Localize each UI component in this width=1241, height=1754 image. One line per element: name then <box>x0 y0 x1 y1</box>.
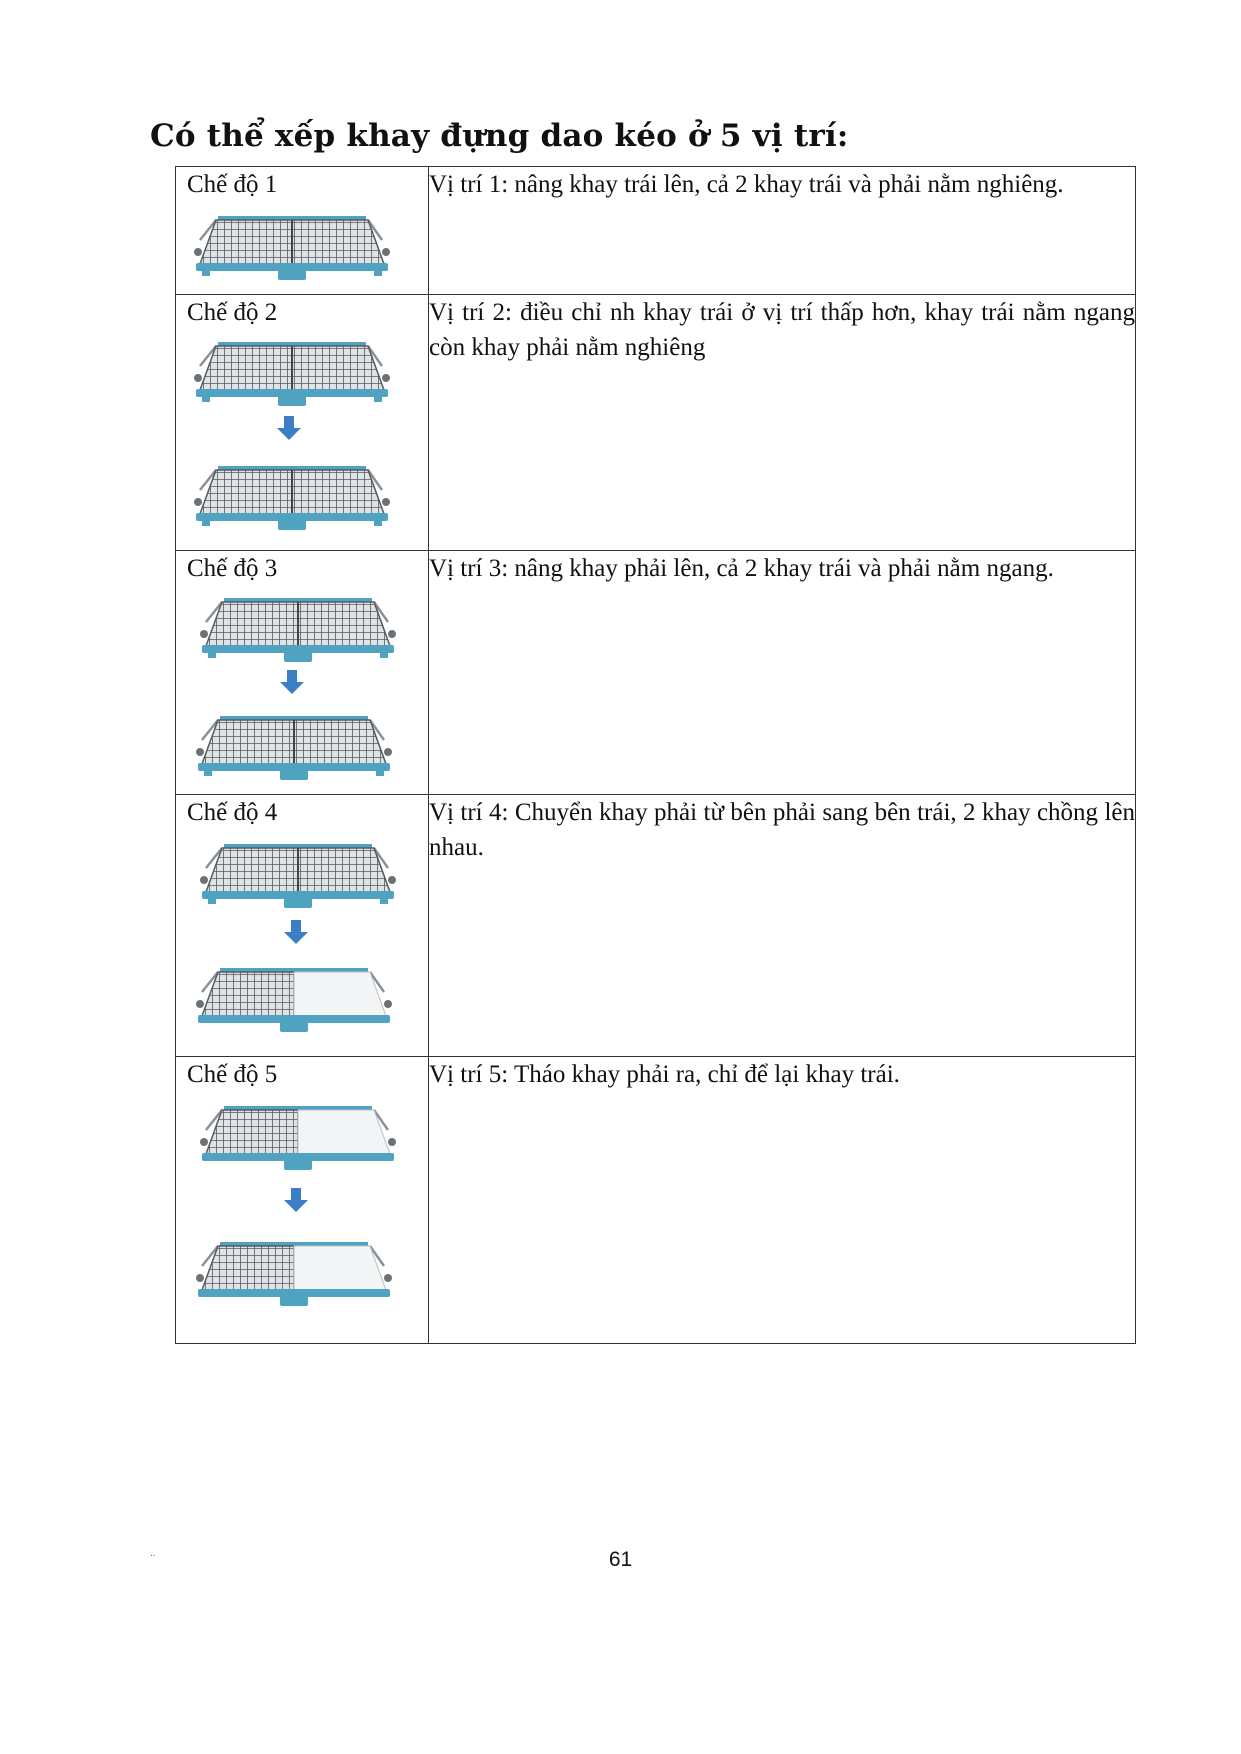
page-heading: Có thể xếp khay đựng dao kéo ở 5 vị trí: <box>150 118 849 154</box>
mode-description: Vị trí 2: điều chỉ nh khay trái ở vị trí thấp hơn, khay trái nằm ngang còn khay phải nằm nghiêng <box>429 295 1136 551</box>
footer-marker: .. <box>150 1548 156 1559</box>
mode-cell <box>176 295 429 551</box>
table-row <box>176 167 1136 295</box>
mode-description: Vị trí 1: nâng khay trái lên, cả 2 khay trái và phải nằm nghiêng. <box>429 167 1136 295</box>
mode-cell <box>176 1057 429 1344</box>
mode-cell <box>176 795 429 1057</box>
rack-illustration-3 <box>176 584 426 794</box>
mode-label: Chế độ 5 <box>187 1061 278 1088</box>
mode-description: Vị trí 5: Tháo khay phải ra, chỉ để lại khay trái. <box>429 1057 1136 1344</box>
table-row <box>176 551 1136 795</box>
table-row <box>176 795 1136 1057</box>
rack-illustration-1 <box>176 200 426 290</box>
mode-cell <box>176 167 429 295</box>
page-number: 61 <box>608 1548 633 1571</box>
table-row <box>176 295 1136 551</box>
mode-label: Chế độ 4 <box>187 799 278 826</box>
mode-table <box>175 166 1136 1344</box>
mode-label: Chế độ 1 <box>187 171 278 198</box>
rack-illustration-2 <box>176 328 426 550</box>
mode-label: Chế độ 3 <box>187 555 278 582</box>
rack-illustration-5 <box>176 1090 426 1342</box>
mode-label: Chế độ 2 <box>187 299 278 326</box>
mode-cell <box>176 551 429 795</box>
rack-illustration-4 <box>176 828 426 1056</box>
mode-description: Vị trí 3: nâng khay phải lên, cả 2 khay trái và phải nằm ngang. <box>429 551 1136 795</box>
table-row <box>176 1057 1136 1344</box>
mode-description: Vị trí 4: Chuyển khay phải từ bên phải sang bên trái, 2 khay chồng lên nhau. <box>429 795 1136 1057</box>
